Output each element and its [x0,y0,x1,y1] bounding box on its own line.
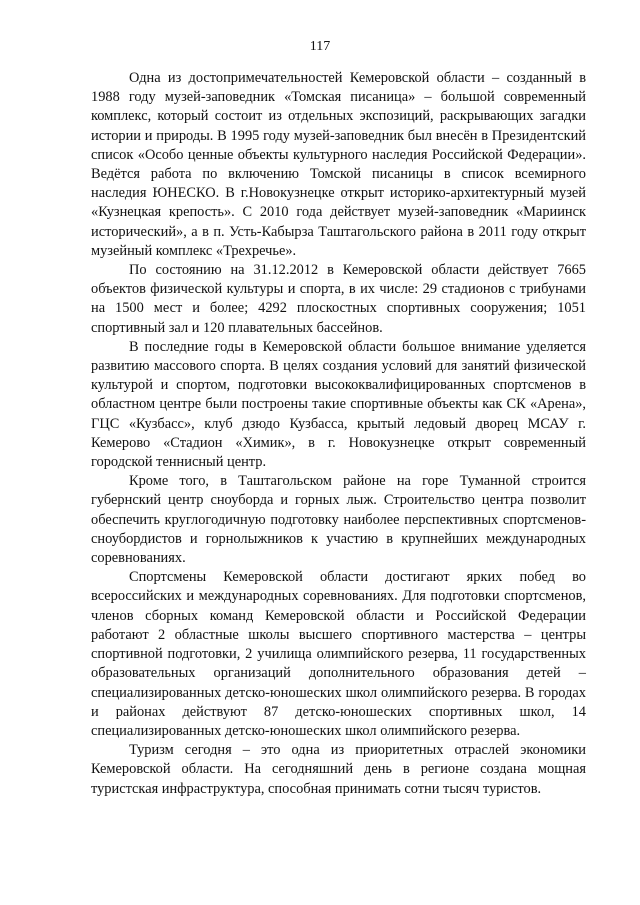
paragraph-mass-sport: В последние годы в Кемеровской области большое внимание уделяется развитию массового спорта. В целях создания условий для занятий физической культурой и спортом, подготовки высококвалифицированных спортсменов в областном центре были построены такие спортивные объекты как СК «Арена», ГЦС «Кузбасс», клуб дзюдо Кузбасса, крытый ледовый дворец МСАУ г. Кемерово «Стадион «Химик», в г. Новокузнецке открыт современный городской теннисный центр. [91,338,586,471]
paragraph-museums: Одна из достопримечательностей Кемеровской области – созданный в 1988 году музей-заповедник «Томская писаница» – большой современный комплекс, который состоит из отдельных экспозиций, раскрывающих загадки истории и природы. В 1995 году музей-заповедник был внесён в Президентский список «Особо ценные объекты культурного наследия Российской Федерации». Ведётся работа по включению Томской писаницы в список всемирного наследия ЮНЕСКО. В г.Новокузнецке открыт историко-архитектурный музей «Кузнецкая крепость». С 2010 года действует музей-заповедник «Мариинск исторический», а в п. Усть-Кабырза Таштагольского района в 2011 году открыт музейный комплекс «Трехречье». [91,70,586,259]
page-number: 117 [309,39,331,54]
paragraph-sport-schools: Спортсмены Кемеровской области достигают ярких побед во всероссийских и международных соревнованиях. Для подготовки спортсменов, членов сборных команд Кемеровской области и Российской Федерации работают 2 областные школы высшего спортивного мастерства – центры спортивной подготовки, 2 училища олимпийского резерва, 11 государственных образовательных организаций дополнительного образования детей – специализированных детско-юношеских школ олимпийского резерва. В городах и районах действуют 87 детско-юношеских спортивных школ, 14 специализированных детско-юношеских школ олимпийского резерва. [91,569,586,739]
paragraph-tourism: Туризм сегодня – это одна из приоритетных отраслей экономики Кемеровской области. На сегодняшний день в регионе создана мощная туристская инфраструктура, способная принимать сотни тысяч туристов. [91,742,586,797]
paragraph-sport-facilities: По состоянию на 31.12.2012 в Кемеровской области действует 7665 объектов физической культуры и спорта, в их числе: 29 стадионов с трибунами на 1500 мест и более; 4292 плоскостных спортивных сооружения; 1051 спортивный зал и 120 плавательных бассейнов. [91,262,586,336]
body-text [91,69,586,799]
paragraph-snowboard-center: Кроме того, в Таштагольском районе на горе Туманной строится губернский центр сноуборда и горных лыж. Строительство центра позволит обеспечить круглогодичную подготовку наиболее перспективных спортсменов-сноубордистов и горнолыжников к участию в крупнейших международных соревнованиях. [91,473,586,567]
